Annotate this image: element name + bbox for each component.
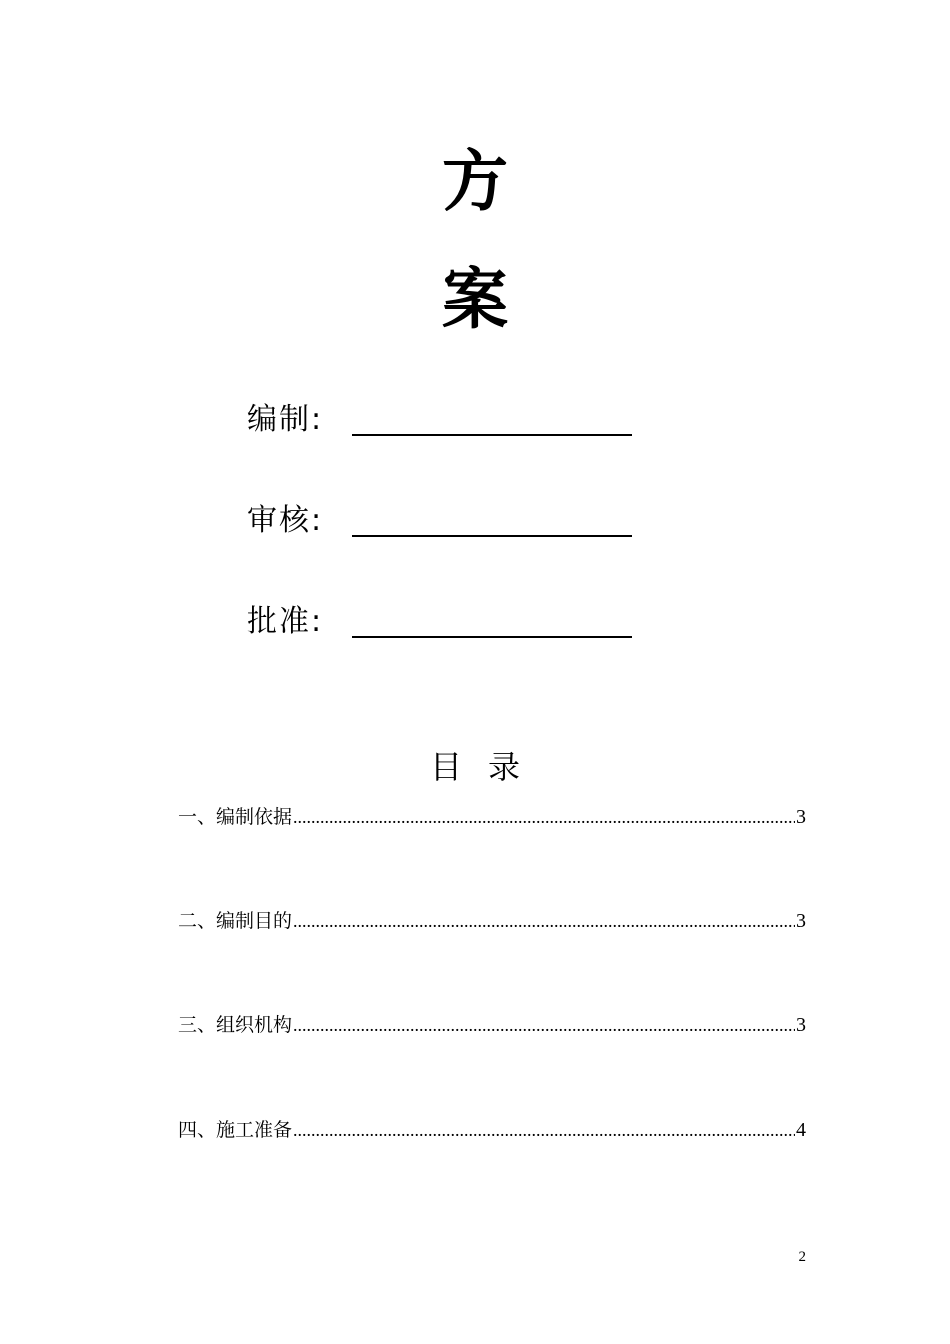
toc-entry[interactable]: [178, 1011, 806, 1039]
toc-entry[interactable]: [178, 907, 806, 935]
toc-heading: 目录: [429, 748, 546, 786]
signature-label-approve: 批准:: [247, 604, 324, 639]
signature-row-review: [247, 499, 647, 543]
toc-entry[interactable]: [178, 1116, 806, 1144]
toc-entry-page: 3: [796, 806, 806, 828]
page-number: 2: [798, 1249, 806, 1265]
toc-dot-leader: [293, 1011, 795, 1039]
toc-entry-label: 四、施工准备: [178, 1119, 293, 1141]
signature-row-compile: [247, 398, 647, 442]
toc-entry-label: 一、编制依据: [178, 806, 293, 828]
signature-label-compile: 编制:: [247, 402, 324, 437]
toc-entry[interactable]: [178, 803, 806, 831]
signature-blank-line: [352, 535, 632, 537]
title-char-an: 案: [442, 260, 508, 338]
signature-blank-line: [352, 434, 632, 436]
title-char-fang: 方: [442, 142, 508, 220]
signature-blank-line: [352, 636, 632, 638]
toc-entry-page: 3: [796, 1014, 806, 1036]
signature-row-approve: [247, 600, 647, 644]
toc-dot-leader: [293, 1116, 795, 1144]
toc-entry-label: 三、组织机构: [178, 1014, 293, 1036]
toc-dot-leader: [293, 803, 795, 831]
toc-entry-page: 4: [796, 1119, 806, 1141]
toc-entry-label: 二、编制目的: [178, 910, 293, 932]
toc-dot-leader: [293, 907, 795, 935]
toc-entry-page: 3: [796, 910, 806, 932]
signature-label-review: 审核:: [247, 503, 324, 538]
